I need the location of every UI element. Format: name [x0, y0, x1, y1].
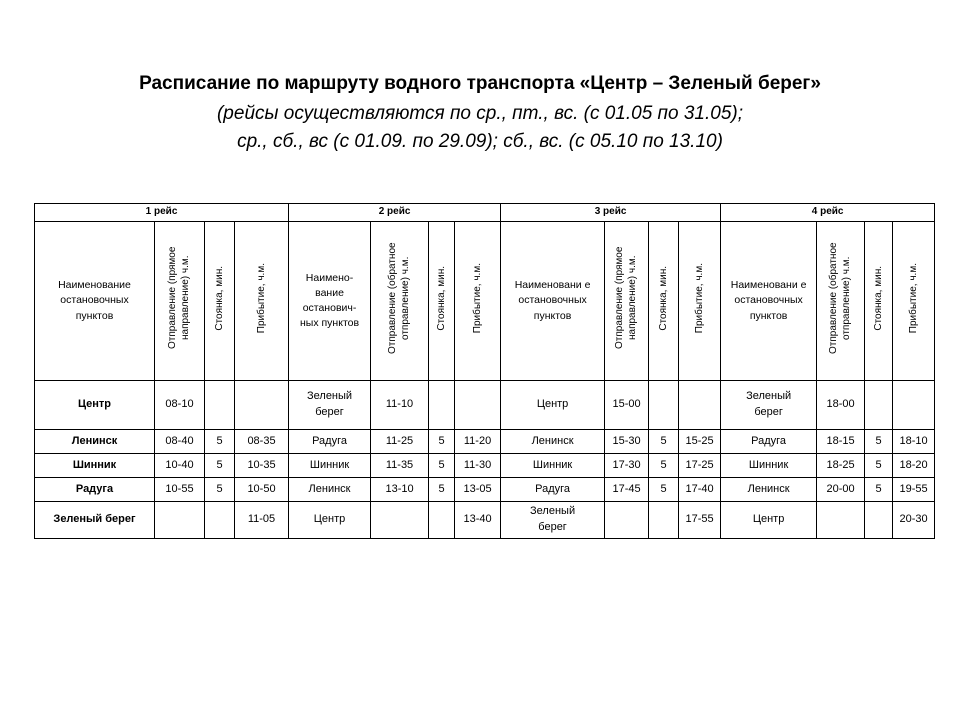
departure-cell: 18-00	[817, 381, 865, 430]
trip-header-row	[35, 204, 935, 222]
departure-cell: 11-10	[371, 381, 429, 430]
departure-cell: 11-35	[371, 454, 429, 478]
stop-name-cell: Шинник	[721, 454, 817, 478]
col-arrival-label: Прибытие, ч.м.	[908, 262, 920, 334]
col-departure-trip-3	[605, 222, 649, 381]
stop-name-cell: Радуга	[501, 478, 605, 502]
arrival-cell	[235, 381, 289, 430]
stop-min-cell	[865, 502, 893, 539]
col-arrival-label: Прибытие, ч.м.	[472, 262, 484, 334]
stop-name-cell: Центр	[289, 502, 371, 539]
departure-cell	[817, 502, 865, 539]
col-stop-name-trip-2: Наимено-вание останович-ных пунктов	[289, 222, 371, 381]
departure-cell	[155, 502, 205, 539]
col-departure-trip-1	[155, 222, 205, 381]
arrival-cell: 13-05	[455, 478, 501, 502]
trip-4-header: 4 рейс	[721, 204, 935, 222]
departure-cell: 20-00	[817, 478, 865, 502]
stop-name-cell: Радуга	[289, 430, 371, 454]
col-departure-label: Отправление (прямое направление) ч.м.	[166, 246, 191, 350]
arrival-cell: 20-30	[893, 502, 935, 539]
arrival-cell	[455, 381, 501, 430]
departure-cell: 17-45	[605, 478, 649, 502]
departure-cell: 10-40	[155, 454, 205, 478]
arrival-cell: 11-30	[455, 454, 501, 478]
arrival-cell: 11-05	[235, 502, 289, 539]
stop-min-cell	[205, 381, 235, 430]
table-row	[35, 454, 935, 478]
stop-name-cell: Зеленый берег	[35, 502, 155, 539]
stop-name-cell: Радуга	[721, 430, 817, 454]
departure-cell: 15-00	[605, 381, 649, 430]
col-stop-min-trip-2	[429, 222, 455, 381]
arrival-cell: 10-50	[235, 478, 289, 502]
arrival-cell: 11-20	[455, 430, 501, 454]
col-stop-min-label: Стоянка, мин.	[436, 265, 448, 331]
stop-name-cell: Ленинск	[721, 478, 817, 502]
stop-min-cell: 5	[205, 478, 235, 502]
arrival-cell: 18-20	[893, 454, 935, 478]
stop-name-cell: Зеленый берег	[721, 381, 817, 430]
departure-cell: 17-30	[605, 454, 649, 478]
stop-min-cell	[429, 502, 455, 539]
departure-cell: 08-10	[155, 381, 205, 430]
stop-name-cell: Центр	[501, 381, 605, 430]
arrival-cell: 08-35	[235, 430, 289, 454]
col-arrival-trip-2	[455, 222, 501, 381]
stop-name-cell: Центр	[35, 381, 155, 430]
col-arrival-label: Прибытие, ч.м.	[694, 262, 706, 334]
col-stop-min-label: Стоянка, мин.	[214, 265, 225, 331]
arrival-cell: 17-55	[679, 502, 721, 539]
departure-cell: 10-55	[155, 478, 205, 502]
departure-cell: 15-30	[605, 430, 649, 454]
col-departure-trip-4	[817, 222, 865, 381]
arrival-cell: 17-40	[679, 478, 721, 502]
arrival-cell: 10-35	[235, 454, 289, 478]
schedule-period-line-2: ср., сб., вс (с 01.09. по 29.09); сб., вс. (с 05.10 по 13.10)	[237, 131, 723, 152]
table-row	[35, 478, 935, 502]
schedule-table	[34, 203, 935, 539]
departure-cell	[371, 502, 429, 539]
col-stop-min-label: Стоянка, мин.	[873, 265, 885, 331]
column-header-row	[35, 222, 935, 381]
stop-name-cell: Шинник	[501, 454, 605, 478]
col-arrival-trip-1	[235, 222, 289, 381]
stop-name-cell: Ленинск	[501, 430, 605, 454]
stop-min-cell: 5	[429, 454, 455, 478]
arrival-cell: 18-10	[893, 430, 935, 454]
stop-name-cell: Шинник	[35, 454, 155, 478]
departure-cell: 08-40	[155, 430, 205, 454]
stop-name-cell: Ленинск	[35, 430, 155, 454]
stop-min-cell	[865, 381, 893, 430]
table-row	[35, 502, 935, 539]
departure-cell: 18-15	[817, 430, 865, 454]
table-row	[35, 430, 935, 454]
col-stop-min-trip-1	[205, 222, 235, 381]
departure-cell: 18-25	[817, 454, 865, 478]
arrival-cell: 13-40	[455, 502, 501, 539]
stop-min-cell	[429, 381, 455, 430]
trip-1-header: 1 рейс	[35, 204, 289, 222]
stop-min-cell: 5	[649, 454, 679, 478]
col-departure-label: Отправление (прямое направление) ч.м.	[613, 246, 638, 350]
stop-name-cell: Ленинск	[289, 478, 371, 502]
trip-2-header: 2 рейс	[289, 204, 501, 222]
stop-min-cell: 5	[865, 454, 893, 478]
col-stop-name-trip-3: Наименовани е остановочных пунктов	[501, 222, 605, 381]
stop-name-cell: Шинник	[289, 454, 371, 478]
col-stop-name-trip-4: Наименовани е остановочных пунктов	[721, 222, 817, 381]
col-departure-trip-2	[371, 222, 429, 381]
col-arrival-label: Прибытие, ч.м.	[256, 262, 268, 334]
col-stop-min-trip-3	[649, 222, 679, 381]
stop-min-cell: 5	[429, 478, 455, 502]
table-row	[35, 381, 935, 430]
stop-min-cell	[205, 502, 235, 539]
stop-name-cell: Зеленый берег	[501, 502, 605, 539]
stop-min-cell: 5	[205, 430, 235, 454]
col-arrival-trip-4	[893, 222, 935, 381]
col-departure-label: Отправление (обратное отправление) ч.м.	[386, 242, 411, 354]
schedule-period-line-1: (рейсы осуществляются по ср., пт., вс. (с 01.05 по 31.05);	[216, 103, 744, 124]
stop-min-cell	[649, 502, 679, 539]
arrival-cell: 15-25	[679, 430, 721, 454]
stop-name-cell: Радуга	[35, 478, 155, 502]
departure-cell	[605, 502, 649, 539]
col-stop-name-trip-1: Наименование остановочных пунктов	[35, 222, 155, 381]
stop-min-cell	[649, 381, 679, 430]
col-stop-min-label: Стоянка, мин.	[658, 265, 670, 331]
stop-min-cell: 5	[649, 478, 679, 502]
document-title: Расписание по маршруту водного транспорта «Центр – Зеленый берег»	[139, 73, 821, 94]
stop-min-cell: 5	[205, 454, 235, 478]
arrival-cell	[893, 381, 935, 430]
stop-name-cell: Центр	[721, 502, 817, 539]
stop-min-cell: 5	[649, 430, 679, 454]
trip-3-header: 3 рейс	[501, 204, 721, 222]
stop-name-cell: Зеленый берег	[289, 381, 371, 430]
arrival-cell: 19-55	[893, 478, 935, 502]
col-departure-label: Отправление (обратное отправление) ч.м.	[827, 242, 852, 354]
col-arrival-trip-3	[679, 222, 721, 381]
arrival-cell	[679, 381, 721, 430]
stop-min-cell: 5	[429, 430, 455, 454]
departure-cell: 11-25	[371, 430, 429, 454]
stop-min-cell: 5	[865, 478, 893, 502]
departure-cell: 13-10	[371, 478, 429, 502]
col-stop-min-trip-4	[865, 222, 893, 381]
stop-min-cell: 5	[865, 430, 893, 454]
arrival-cell: 17-25	[679, 454, 721, 478]
